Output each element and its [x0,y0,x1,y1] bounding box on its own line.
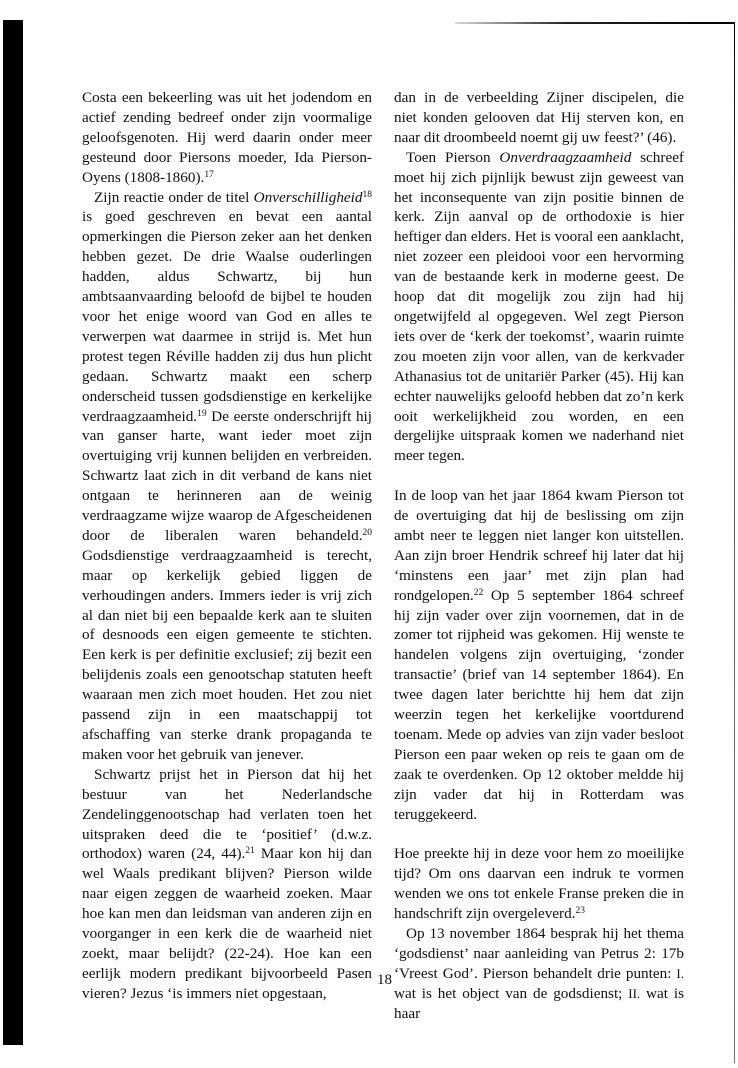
page-edge-right [734,23,735,1063]
work-title: Onverdraagzaamheid [499,148,632,166]
footnote-ref: 21 [245,846,255,857]
footnote-ref: 22 [473,587,484,598]
footnote-ref: 18 [362,189,372,200]
footnote-ref: 17 [204,169,214,180]
work-title: Onverschilligheid [253,188,363,206]
roman-numeral: II. [628,985,641,1001]
paragraph: dan in de verbeelding Zijner discipelen, die niet konden gelooven dat Hij sterven kon, en naar dit droombeeld noemt gij uw feest?’ (46). [394,89,684,146]
page-number: 18 [377,972,392,988]
paragraph: Costa een bekeerling was uit het jodendom en actief zending bedreef onder zijn voormalige geloofsgenoten. Hij werd daarin onder meer gesteund door Piersons moeder, Ida Pierson-Oyens (1808-1860).$^{17}$ [82,89,372,186]
left-column [82,88,372,1004]
right-column [394,88,684,1024]
paragraph: Op 13 november 1864 besprak hij het thema ‘godsdienst’ naar aanleiding van Petrus 2: 17b ‘Vreest God’. Pierson behandelt drie punten: I. wat is het object van de godsdienst; II. wat is haar [394,925,684,1022]
footnote-ref: 20 [362,527,372,538]
footnote-ref: 19 [197,408,207,419]
roman-numeral: I. [676,965,684,981]
paragraph: Schwartz prijst het in Pierson dat hij het bestuur van het Nederlandsche Zendelinggenootschap had verlaten toen het uitspraken deed die te ‘positief’ (d.w.z. orthodox) waren (24, 44).$^{21}$ Maar kon hij dan wel Waals predikant blijven? Pierson wilde naar eigen zeggen de waarheid zoeken. Maar hoe kan men dan leidsman van anderen zijn en voorganger in een kerk die de waarheid niet zoekt, maar belijdt? (22-24). Hoe kan een eerlijk modern predikant bijvoorbeeld Pasen vieren? Jezus ‘is immers niet opgestaan, [82,765,372,1002]
paragraph: In de loop van het jaar 1864 kwam Pierson tot de overtuiging dat hij de beslissing om zijn ambt neer te leggen niet langer kon uitstellen. Aan zijn broer Hendrik schreef hij later dat hij ‘minstens een jaar’ met zijn plan had rondgelopen.$^{22}$ Op 5 september 1864 schreef hij zijn vader over zijn voornemen, dat in de zomer tot rijpheid was gekomen. Hij wenste te handelen volgens zijn overtuiging, ‘zonder transactie’ (brief van 14 september 1864). En twee dagen later berichtte hij hem dat zijn weerzin tegen het kerkelijke voortdurend toenam. Mede op advies van zijn vader besloot Pierson een paar weken op reis te gaan om de zaak te overdenken. Op 12 oktober meldde hij zijn vader dat hij in Rotterdam was teruggekeerd. [394,487,684,823]
paragraph: Hoe preekte hij in deze voor hem zo moeilijke tijd? Om ons daarvan een indruk te vormen wenden we ons tot enkele Franse preken die in handschrift zijn overgeleverd.$^{23}$ [394,845,684,923]
scan-shadow-left [3,20,23,1045]
footnote-ref: 23 [575,906,585,917]
paragraph: Zijn reactie onder de titel Onverschilligheid$^{18}$ is goed geschreven en bevat een aantal opmerkingen die Pierson zeker aan het denken hebben gezet. De drie Waalse ouderlingen hadden, aldus Schwartz, bij hun ambtsaanvaarding beloofd de bijbel te houden voor het enige woord van God en alles te verwerpen wat daarmee in strijd is. Met hun protest tegen Réville hadden zij dus hun plicht gedaan. Schwartz maakt een scherp onderscheid tussen godsdienstige en kerkelijke verdraagzaamheid.$^{19}$ De eerste onderschrijft hij van ganser harte, want ieder moet zijn overtuiging vrij kunnen belijden en verbreiden. Schwartz laat zich in dit verband de kans niet ontgaan te herinneren aan de weinig verdraagzame wijze waarop de Afgescheidenen door de liberalen waren behandeld.$^{20}$ Godsdienstige verdraagzaamheid is terecht, maar op kerkelijk gebied liggen de verhoudingen anders. Immers ieder is vrij zich al dan niet bij een bepaalde kerk aan te sluiten of desnoods een eigen gemeente te stichten. Een kerk is per definitie exclusief; zij bezit een belijdenis zoals een genootschap statuten heeft waaraan men zich moet houden. Het zou niet passend zijn in een maatschappij tot afschaffing van sterke drank propaganda te maken voor het gebruik van jenever. [82,188,372,763]
paragraph: Toen Pierson Onverdraagzaamheid schreef moet hij zich pijnlijk bewust zijn geweest van het inconsequente van zijn positie binnen de kerk. Zijn aanval op de orthodoxie is hier heftiger dan elders. Het is vooral een aanklacht, niet zozeer een pleidooi voor een hervorming van de bestaande kerk in moderne geest. De hoop dat dit mogelijk zou zijn had hij ongetwijfeld al opgegeven. Wel zegt Pierson iets over de ‘kerk der toekomst’, waarin ruimte zou moeten zijn voor allen, van de kerkvader Athanasius tot de unitariër Parker (45). Hij kan echter nauwelijks geloofd hebben dat zo’n kerk ooit werkelijkheid zou worden, en een dergelijke uitspraak komen we naderhand niet meer tegen. [394,148,684,465]
page-edge-top [455,22,735,24]
